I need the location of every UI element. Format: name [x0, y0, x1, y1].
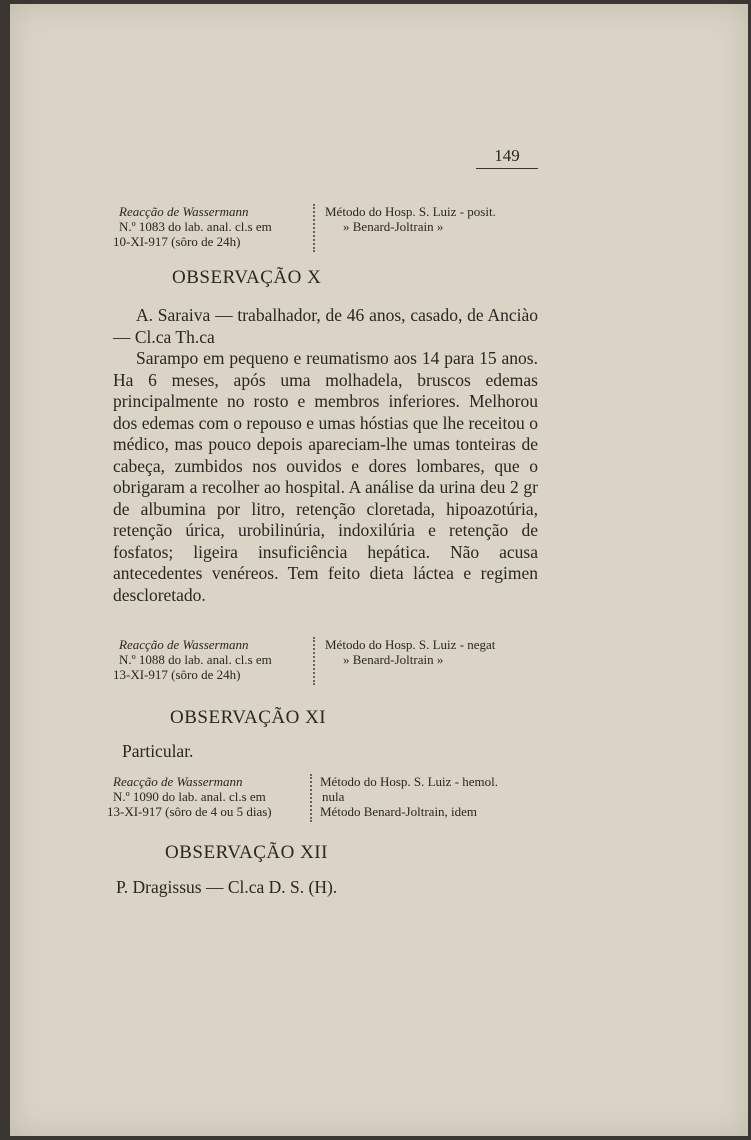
- method-benard-joltrain: » Benard-Joltrain »: [343, 219, 444, 234]
- method-hosp-luiz: Método do Hosp. S. Luiz - negat: [325, 637, 496, 652]
- method-hosp-luiz: Método do Hosp. S. Luiz - posit.: [325, 204, 496, 219]
- wassermann-title: Reacção de Wassermann: [119, 204, 249, 219]
- page-number: 149: [476, 146, 538, 169]
- patient-line: A. Saraiva — trabalhador, de 46 anos, casado, de Anciào — Cl.ca Th.ca: [113, 305, 538, 347]
- wassermann-date: 13-XI-917 (sôro de 4 ou 5 dias): [107, 804, 272, 819]
- wassermann-lab-number: N.º 1088 do lab. anal. cl.s em: [119, 652, 272, 667]
- dotted-separator: [310, 774, 312, 822]
- method-benard-joltrain: Método Benard-Joltrain, idem: [320, 804, 478, 819]
- method-hosp-luiz: Método do Hosp. S. Luiz - hemol.: [320, 774, 499, 789]
- observation-xi-heading: OBSERVAÇÃO XI: [170, 707, 327, 728]
- wassermann-right-2: [325, 637, 495, 667]
- book-page: [10, 4, 748, 1136]
- wassermann-left-1: [113, 204, 272, 249]
- wassermann-left-3: [107, 774, 272, 819]
- wassermann-title: Reacção de Wassermann: [119, 637, 249, 652]
- observation-x-text: [113, 305, 538, 606]
- observation-x-heading: OBSERVAÇÃO X: [172, 267, 322, 288]
- wassermann-lab-number: N.º 1083 do lab. anal. cl.s em: [119, 219, 272, 234]
- wassermann-right-3: [320, 774, 498, 819]
- wassermann-date: 13-XI-917 (sôro de 24h): [113, 667, 241, 682]
- method-result-nula: nula: [322, 789, 345, 804]
- wassermann-left-2: [113, 637, 272, 682]
- clinical-history-paragraph: Sarampo em pequeno e reumatismo aos 14 para 15 anos. Ha 6 meses, após uma molhadela, bruscos edemas principalmente no rosto e membros inferiores. Melhorou dos edemas com o repouso e umas hóstias que lhe receitou o médico, mas pouco depois apareciam-lhe umas tonteiras de cabeça, zumbidos nos ouvidos e dores lombares, que o obrigaram a recolher ao hospital. A análise da urina deu 2 gr de albumina por litro, retenção cloretada, hipoazotúria, retenção úrica, urobilinúria, indoxilúria e retenção de fosfatos; ligeira insuficiência hepática. Não acusa antecedentes venéreos. Tem feito dieta láctea e regimen descloretado.: [113, 348, 538, 605]
- observation-xii-heading: OBSERVAÇÃO XII: [165, 842, 328, 863]
- wassermann-date: 10-XI-917 (sôro de 24h): [113, 234, 241, 249]
- method-benard-joltrain: » Benard-Joltrain »: [343, 652, 444, 667]
- observation-xi-text: Particular.: [122, 741, 194, 761]
- observation-xii-text: P. Dragissus — Cl.ca D. S. (H).: [116, 877, 338, 897]
- wassermann-right-1: [325, 204, 496, 234]
- wassermann-title: Reacção de Wassermann: [113, 774, 243, 789]
- dotted-separator: [313, 204, 315, 252]
- dotted-separator: [313, 637, 315, 685]
- wassermann-lab-number: N.º 1090 do lab. anal. cl.s em: [113, 789, 266, 804]
